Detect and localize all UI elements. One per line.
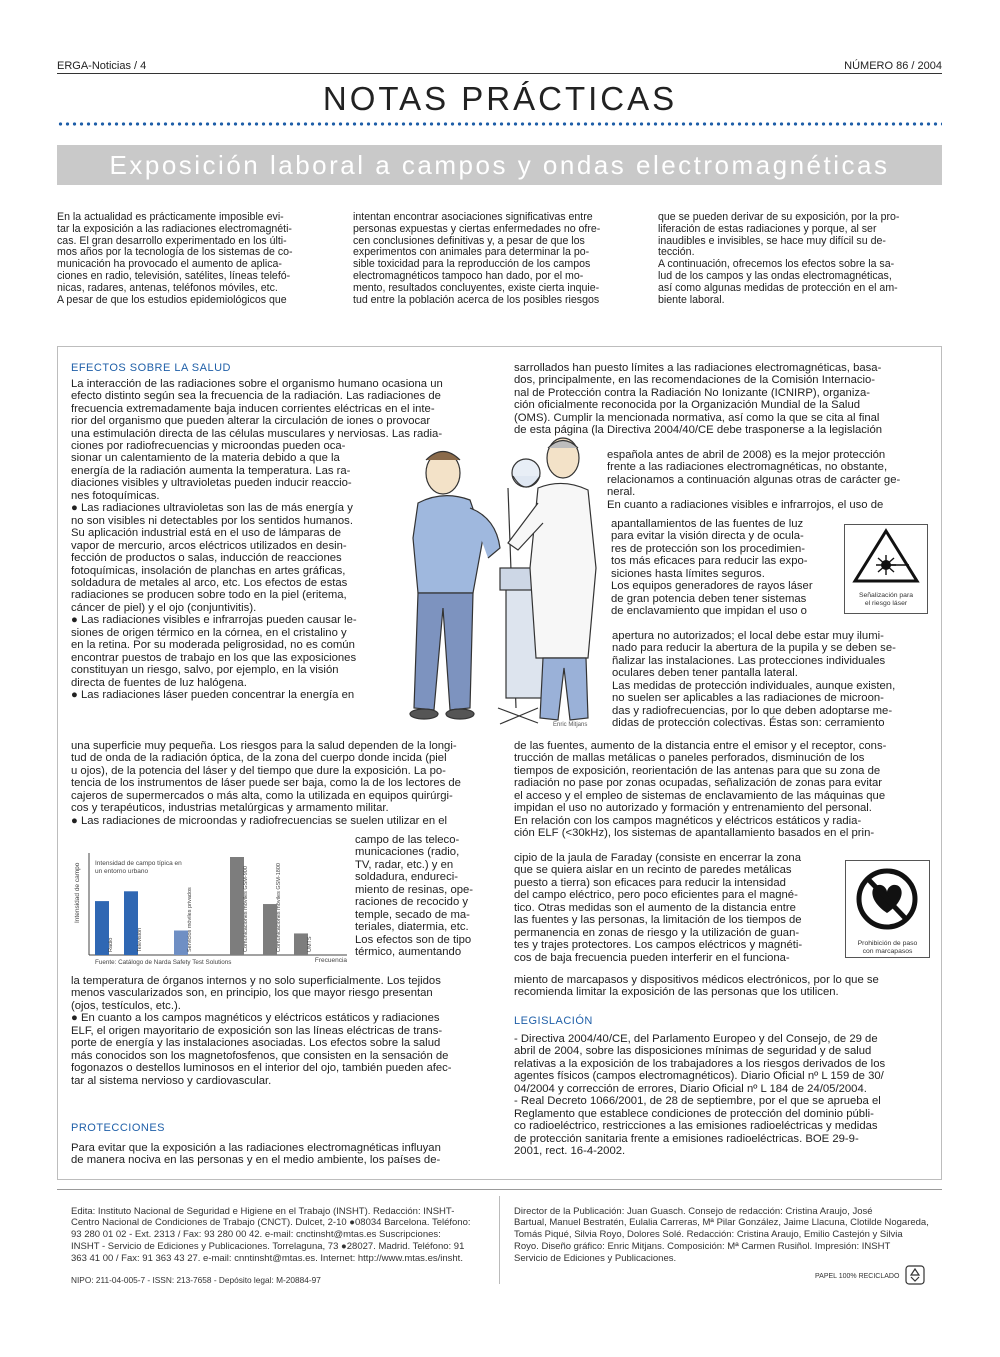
chart-bar [174, 931, 188, 956]
recycle-icon [905, 1265, 925, 1285]
chart-bar [95, 901, 109, 955]
effects-beside-chart: campo de las teleco- municaciones (radio, TV, radar, etc.) y en soldadura, endureci- miento de resinas, ope- raciones de recocido y temple, secado de ma- teriales, diatermia, etc. Los efectos son de tipo térmico, aumentando [355, 834, 474, 959]
chart-bar [124, 891, 138, 955]
article-banner: Exposición laboral a campos y ondas electromagnéticas [57, 145, 942, 185]
chart-x-label: Frecuencia [314, 957, 347, 964]
chart-source: Fuente: Catálogo de Narda Safety Test Solutions [95, 959, 232, 966]
right-indent-4: cipio de la jaula de Faraday (consiste en encerrar la zona que se quiera aislar en un recinto de paredes metálicas puesto a tierra) son eficaces para reducir la intensidad del campo eléctrico, pero poco eficientes para el magné- tico. Otras medidas son el aumento de la distancia entre las fuentes y las personas, la limitación de los tiempos de permanencia en zonas de riesgo y la utilización de guan- tes y trajes protectores. Los campos eléctricos y magnéti- cos de baja frecuencia pueden interferir en el funciona- [514, 852, 803, 964]
laser-sign-caption: Señalización para el riesgo láser [858, 592, 914, 607]
footer-right: Director de la Publicación: Juan Guasch. Consejo de redacción: Cristina Araujo, José Bartual, Manuel Bestratén, Eulalia Carreras, Mª Pilar González, Jaime Llacuna, Clotilde Nogareda, Tomás Piqué, Silvia Royo, Dolores Solé. Redacción: Cristina Araujo, Emilio Castejón y Silvia Royo. Diseño gráfico: Enric Mitjans. Composición: Mª Carmen Rusiñol. Impresión: INSHT Servicio de Ediciones y Publicaciones. [514, 1205, 929, 1264]
effects-intro: La interacción de las radiaciones sobre el organismo humano ocasiona un efecto distinto según sea la frecuencia de la radiación. Las radiaciones de frecuencia extremadamente baja inducen corrientes eléctricas en el inte- rior del organismo que pueden alterar la circulación de iones o provocar una estimulación directa de las células musculares y nerviosas. Las radia- [71, 378, 443, 440]
effects-laser: una superficie muy pequeña. Los riesgos para la salud dependen de la longi- tud de onda de la radiación óptica, de la zona del cuerpo donde incida (piel u ojos), de la potencia del láser y del tiempo que dure la exposición. La po- tencia de los instrumentos de láser puede ser baja, como la de los lectores de cajeros de supermercados o más alta, como la utilizada en equipos quirúrgi- cos y terapéuticos, industrias metalúrgicas y armamento militar. ● Las radiaciones de microondas y radiofrecuencias se suelen utilizar en el [71, 740, 461, 827]
footer-recycled: PAPEL 100% RECICLADO [815, 1273, 900, 1280]
chart-bar-label: Radio [108, 937, 114, 952]
legislation-text: - Directiva 2004/40/CE, del Parlamento Europeo y del Consejo, de 29 de abril de 2004, sobre las disposiciones mínimas de seguridad y de salud relativas a la exposición de los trabajadores a los riesgos derivados de los agentes físicos (campos electromagnéticos). Diario Oficial nº L 159 de 30/ 04/2004 y corrección de errores, Diario Oficial nº L 184 de 24/05/2004. - Real Decreto 1066/2001, de 28 de septiembre, por el que se aprueba el Reglamento que establece condiciones de protección del dominio públi- co radioeléctrico, restricciones a las emisiones radioeléctricas y medidas de protección sanitaria frente a emisiones radioeléctricas. BOE 29-9- 2001, rect. 16-4-2002. [514, 1033, 886, 1158]
laser-warning-icon [845, 525, 927, 587]
laser-sign-box [844, 524, 928, 614]
intro-col-1: En la actualidad es prácticamente imposible evi- tar la exposición a las radiaciones electromagnéti- cas. El gran desarrollo experimentado en los últi- mos años por la tecnología de los sistemas de co- municación ha provocado el aumento de aplica- ciones en radio, televisión, satélites, líneas telefó- nicas, radares, antenas, teléfonos móviles, etc. A pesar de que los estudios epidemiológicos que [57, 211, 293, 306]
illustration-credit: Enric Mitjans [553, 722, 588, 728]
right-bottom: miento de marcapasos y dispositivos médicos electrónicos, por lo que se recomienda limitar la exposición de las personas que los utilicen. [514, 974, 879, 999]
right-indent-3: apertura no autorizados; el local debe estar muy ilumi- nado para reducir la abertura de la pupila y se deben se- ñalizar las instalaciones. Las protecciones individuales oculares deben tener pantalla lateral. Las medidas de protección individuales, aunque existen, no suelen ser aplicables a las radiaciones de microon- das y radiofrecuencias, por lo que deben adoptarse me- didas de protección colectivas. Éstas son: cerramiento [612, 630, 896, 730]
chart-title: Intensidad de campo típica en un entorno urbano [95, 860, 182, 875]
intro-col-2: intentan encontrar asociaciones significativas entre personas expuestas y ciertas enfermedades no ofre- cen conclusiones definitivas y, a pesar de que los experimentos con animales para determinar la po- sible toxicidad para la reproducción de los campos electromagnéticos tampoco han dado, por el mo- mento, resultados concluyentes, existe cierta inquie- tud entre la población acerca de los posibles riesgos [353, 211, 601, 306]
effects-bottom: la temperatura de órganos internos y no solo superficialmente. Los tejidos menos vascularizados son, en principio, los que mayor riesgo presentan (ojos, testículos, etc.). ● En cuanto a los campos magnéticos y eléctricos estáticos y radiaciones ELF, el origen mayoritario de exposición son las líneas eléctricas de trans- porte de energía y las instalaciones asociadas. Los efectos sobre la salud más conocidos son los magnetofosfenos, que consisten en la sensación de fogonazos o destellos luminosos en el interior del ojo, también pueden afec- tar al sistema nervioso y cardiovascular. [71, 975, 452, 1087]
chart-bar-label: Televisión [137, 927, 143, 952]
chart-bar-label: UMTS [307, 936, 313, 952]
pacemaker-sign-caption: Prohibición de paso con marcapasos [857, 940, 918, 955]
dotted-divider [57, 122, 942, 126]
heading-efectos: EFECTOS SOBRE LA SALUD [71, 362, 231, 374]
chart-bar [263, 904, 277, 955]
chart-bar [294, 933, 308, 955]
illustration-doctor-patient [388, 428, 603, 733]
section-title: NOTAS PRÁCTICAS [322, 80, 678, 117]
right-indent-1: española antes de abril de 2008) es la mejor protección frente a las radiaciones electromagnéticas, no obstante, relacionamos a continuación algunas otras de carácter ge- neral. En cuanto a radiaciones visibles e infrarrojos, el uso de [607, 449, 901, 511]
intro-col-3: que se pueden derivar de su exposición, por la pro- liferación de estas radiaciones y porque, al ser inaudibles e invisibles, se hace muy difícil su de- tección. A continuación, ofrecemos los efectos sobre la sa- lud de los campos y las ondas electromagnéticas, así como algunas medidas de protección en el am- biente laboral. [658, 211, 900, 306]
chart-bar-label: Servicios móviles privados [187, 887, 193, 952]
footer-nipo: NIPO: 211-04-005-7 - ISSN: 213-7658 - Depósito legal: M-20884-97 [71, 1275, 321, 1285]
chart-bar-label: Comunicaciones móviles GSM-900 [243, 866, 249, 952]
field-intensity-chart [71, 843, 353, 969]
header-left: ERGA-Noticias / 4 [57, 60, 147, 72]
protections-text: Para evitar que la exposición a las radiaciones electromagnéticas influyan de manera nociva en las personas y en el medio ambiente, los países de- [71, 1142, 441, 1167]
footer-divider [499, 1196, 500, 1284]
footer-left: Edita: Instituto Nacional de Seguridad e Higiene en el Trabajo (INSHT). Redacción: INSHT- Centro Nacional de Condiciones de Trabajo (CNCT). Dulcet, 2-10 ●08034 Barcelona. Teléfono: 93 280 01 02 - Ext. 2313 / Fax: 93 280 00 42. e-mail: cnctinsht@mtas.es Suscripciones: INSHT - Servicio de Ediciones y Publicaciones. Torrelaguna, 73 ●28027. Madrid. Teléfono: 91 363 41 00 / Fax: 91 363 43 27. e-mail: cnntinsht@mtas.es. Internet: http://www.mtas.es/insht. [71, 1205, 471, 1264]
right-indent-2: apantallamientos de las fuentes de luz para evitar la visión directa y de ocula- res de protección son los procedimien- tos más eficaces para reducir las expo- siciones hasta límites seguros. Los equipos generadores de rayos láser de gran potencia deben tener sistemas de enclavamiento que impidan el uso o [611, 518, 813, 618]
chart-y-label: Intensidad de campo [74, 862, 81, 923]
chart-bar [230, 857, 244, 955]
effects-narrow: ciones por radiofrecuencias y microondas pueden oca- sionar un calentamiento de la materia debido a que la energía de la radiación aumenta la temperatura. Las ra- diaciones visibles y ultravioletas pueden inducir reaccio- nes fotoquímicas. ● Las radiaciones ultravioletas son las de más energía y no son visibles ni detectables por los sentidos humanos. Su aplicación industrial está en el uso de lámparas de vapor de mercurio, arcos eléctricos utilizados en desin- fección de productos o salas, inducción de reacciones fotoquímicas, insolación de planchas en artes gráficas, soldadura de metales al arco, etc. Los efectos de estas radiaciones se producen sobre todo en la piel (eritema, cáncer de piel) y el ojo (conjuntivitis). ● Las radiaciones visibles e infrarrojas pueden causar le- siones de origen térmico en la córnea, en el cristalino y en la retina. Por su moderada peligrosidad, no es común encontrar puestos de trabajo en los que las exposiciones constituyan un riesgo, salvo, por ejemplo, en la visión directa de fuentes de luz halógena. ● Las radiaciones láser pueden concentrar la energía en [71, 440, 357, 702]
heading-legislacion: LEGISLACIÓN [514, 1015, 593, 1027]
pacemaker-sign-box [845, 860, 930, 958]
heading-protecciones: PROTECCIONES [71, 1122, 166, 1134]
no-pacemaker-icon [846, 861, 929, 935]
right-mid: de las fuentes, aumento de la distancia entre el emisor y el receptor, cons- trucción de mallas metálicas o paneles perforados, disminución de los tiempos de exposición, reorientación de las antenas para que su zona de radiación no pase por zonas ocupadas, señalización de zonas para evitar el acceso y el empleo de sistemas de enclavamiento de las máquinas que impidan el uso no autorizado y formación y entrenamiento del personal. En relación con los campos magnéticos y eléctricos estáticos y radia- ción ELF (<30kHz), los sistemas de apantallamiento basados en el prin- [514, 740, 887, 840]
footer-rule [57, 1189, 942, 1190]
right-top: sarrollados han puesto límites a las radiaciones electromagnéticas, basa- dos, principalmente, en las recomendaciones de la Comisión Internacio- nal de Protección contra la Radiación No Ionizante (ICNIRP), organiza- ción oficialmente reconocida por la Organización Mundial de la Salud (OMS). Cumplir la mencionada normativa, así como la que se cita al final de esta página (la Directiva 2004/40/CE debe trasponerse a la legislación [514, 362, 883, 437]
header-rule [57, 73, 942, 74]
chart-bar-label: Comunicaciones móviles GSM-1800 [276, 863, 282, 952]
header-right: NÚMERO 86 / 2004 [844, 60, 942, 72]
